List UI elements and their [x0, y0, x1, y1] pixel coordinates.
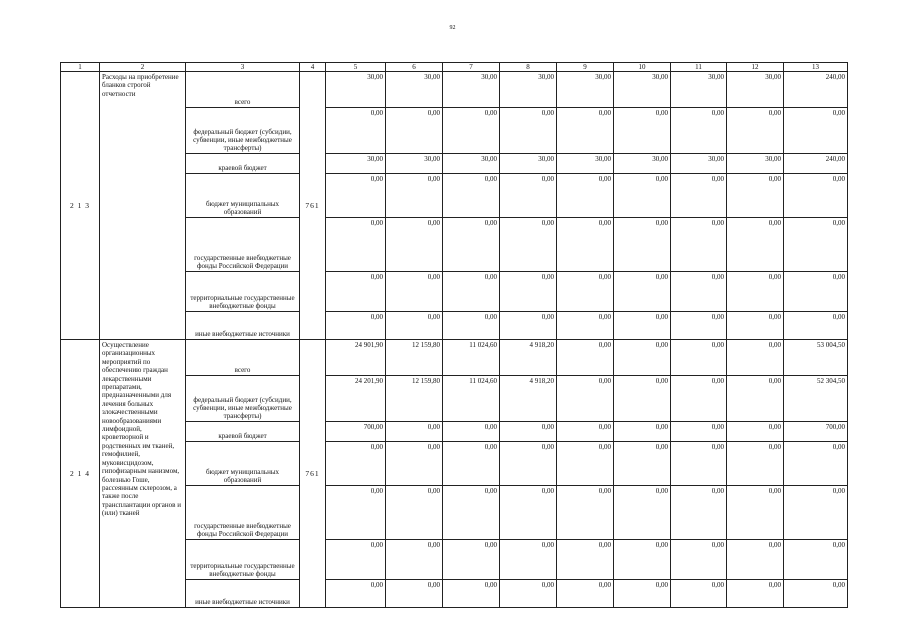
funding-source-label: краевой бюджет: [218, 164, 267, 172]
value-cell: 0,00: [727, 108, 784, 154]
funding-source-cell: [186, 340, 300, 376]
value-cell: 0,00: [386, 540, 443, 580]
value-cell: 0,00: [614, 580, 671, 608]
funding-source-label: федеральный бюджет (субсидии, субвенции, иные межбюджетные трансферты): [193, 396, 292, 420]
value-cell: 0,00: [443, 486, 500, 540]
value-cell: 0,00: [671, 442, 727, 486]
value-cell: 0,00: [727, 540, 784, 580]
column-number-10: 10: [614, 63, 671, 72]
value-cell: 0,00: [500, 218, 557, 272]
value-cell: 0,00: [614, 312, 671, 340]
value-cell: 0,00: [557, 422, 614, 442]
funding-source-label: краевой бюджет: [218, 432, 267, 440]
value-cell: 0,00: [671, 486, 727, 540]
value-cell: 0,00: [386, 272, 443, 312]
funding-source-label: всего: [234, 98, 251, 106]
section-code: 2 1 3: [61, 72, 100, 340]
funding-source-cell: [186, 442, 300, 486]
value-cell: 30,00: [614, 154, 671, 174]
grbs-code: 761: [300, 72, 326, 340]
funding-source-label: бюджет муниципальных образований: [205, 200, 280, 216]
value-cell: 0,00: [614, 174, 671, 218]
funding-source-label: государственные внебюджетные фонды Российской Федерации: [194, 522, 291, 538]
value-cell: 30,00: [443, 154, 500, 174]
value-cell: 0,00: [443, 580, 500, 608]
value-cell: 30,00: [326, 72, 386, 108]
value-cell: 30,00: [557, 72, 614, 108]
value-cell: 30,00: [671, 154, 727, 174]
value-cell: 0,00: [326, 442, 386, 486]
value-cell: 700,00: [784, 422, 848, 442]
value-cell: 0,00: [614, 376, 671, 422]
value-cell: 0,00: [500, 312, 557, 340]
value-cell: 0,00: [386, 174, 443, 218]
column-number-13: 13: [784, 63, 848, 72]
column-number-8: 8: [500, 63, 557, 72]
value-cell: 30,00: [326, 154, 386, 174]
table-body: [61, 63, 848, 608]
funding-source-cell: [186, 108, 300, 154]
value-cell: 0,00: [386, 312, 443, 340]
value-cell: 0,00: [557, 580, 614, 608]
value-cell: 0,00: [784, 580, 848, 608]
value-cell: 4 918,20: [500, 376, 557, 422]
value-cell: 0,00: [671, 580, 727, 608]
value-cell: 0,00: [727, 340, 784, 376]
value-cell: 0,00: [443, 218, 500, 272]
value-cell: 0,00: [784, 486, 848, 540]
value-cell: 0,00: [671, 376, 727, 422]
table-row: [61, 72, 848, 108]
column-number-9: 9: [557, 63, 614, 72]
value-cell: 0,00: [557, 174, 614, 218]
funding-source-cell: [186, 272, 300, 312]
value-cell: 0,00: [500, 442, 557, 486]
value-cell: 30,00: [500, 72, 557, 108]
value-cell: 0,00: [443, 174, 500, 218]
column-number-3: 3: [186, 63, 300, 72]
value-cell: 0,00: [784, 272, 848, 312]
value-cell: 0,00: [727, 174, 784, 218]
value-cell: 11 024,60: [443, 340, 500, 376]
value-cell: 0,00: [500, 540, 557, 580]
value-cell: 0,00: [326, 312, 386, 340]
value-cell: 30,00: [727, 154, 784, 174]
value-cell: 0,00: [727, 486, 784, 540]
value-cell: 0,00: [326, 580, 386, 608]
value-cell: 0,00: [671, 218, 727, 272]
value-cell: 0,00: [326, 174, 386, 218]
value-cell: 0,00: [671, 540, 727, 580]
value-cell: 0,00: [557, 376, 614, 422]
value-cell: 0,00: [614, 340, 671, 376]
funding-source-cell: [186, 312, 300, 340]
value-cell: 0,00: [386, 108, 443, 154]
value-cell: 0,00: [727, 442, 784, 486]
value-cell: 0,00: [386, 218, 443, 272]
value-cell: 0,00: [614, 218, 671, 272]
value-cell: 12 159,80: [386, 340, 443, 376]
funding-source-cell: [186, 540, 300, 580]
funding-source-label: федеральный бюджет (субсидии, субвенции, иные межбюджетные трансферты): [193, 128, 292, 152]
value-cell: 0,00: [784, 442, 848, 486]
funding-source-label: иные внебюджетные источники: [195, 598, 290, 606]
value-cell: 30,00: [727, 72, 784, 108]
column-number-11: 11: [671, 63, 727, 72]
value-cell: 0,00: [614, 486, 671, 540]
value-cell: 52 304,50: [784, 376, 848, 422]
value-cell: 0,00: [557, 108, 614, 154]
value-cell: 0,00: [386, 422, 443, 442]
value-cell: 0,00: [614, 108, 671, 154]
value-cell: 0,00: [671, 174, 727, 218]
funding-source-cell: [186, 174, 300, 218]
value-cell: 0,00: [386, 580, 443, 608]
value-cell: 0,00: [671, 340, 727, 376]
value-cell: 0,00: [727, 580, 784, 608]
value-cell: 0,00: [671, 108, 727, 154]
value-cell: 0,00: [557, 272, 614, 312]
value-cell: 0,00: [500, 272, 557, 312]
value-cell: 700,00: [326, 422, 386, 442]
funding-source-cell: [186, 422, 300, 442]
value-cell: 0,00: [727, 218, 784, 272]
column-number-12: 12: [727, 63, 784, 72]
value-cell: 0,00: [614, 272, 671, 312]
value-cell: 0,00: [557, 442, 614, 486]
table-row: [61, 340, 848, 376]
value-cell: 30,00: [557, 154, 614, 174]
value-cell: 30,00: [443, 72, 500, 108]
value-cell: 0,00: [557, 218, 614, 272]
value-cell: 0,00: [557, 540, 614, 580]
value-cell: 30,00: [671, 72, 727, 108]
value-cell: 30,00: [614, 72, 671, 108]
value-cell: 0,00: [326, 108, 386, 154]
value-cell: 24 901,90: [326, 340, 386, 376]
funding-source-label: всего: [234, 366, 251, 374]
value-cell: 0,00: [443, 422, 500, 442]
value-cell: 0,00: [500, 580, 557, 608]
value-cell: 0,00: [557, 486, 614, 540]
value-cell: 30,00: [386, 72, 443, 108]
value-cell: 0,00: [443, 272, 500, 312]
value-cell: 0,00: [443, 312, 500, 340]
value-cell: 0,00: [614, 540, 671, 580]
value-cell: 240,00: [784, 154, 848, 174]
value-cell: 0,00: [557, 340, 614, 376]
value-cell: 0,00: [443, 540, 500, 580]
value-cell: 0,00: [614, 422, 671, 442]
value-cell: 240,00: [784, 72, 848, 108]
funding-source-label: территориальные государственные внебюджетные фонды: [190, 294, 295, 310]
funding-source-cell: [186, 580, 300, 608]
value-cell: 0,00: [326, 540, 386, 580]
section-name: Осуществление организационных мероприятий по обеспечению граждан лекарственными препаратами, предназначенными для лечения больных злокачественными новообразованиями лимфоидной, кроветворной и родственных им тканей, гемофилией, муковисцидозом, гипофизарным нанизмом, болезнью Гоше, рассеянным склерозом, а также после трансплантации органов и (или) тканей: [100, 340, 186, 608]
value-cell: 11 024,60: [443, 376, 500, 422]
value-cell: 0,00: [557, 312, 614, 340]
column-number-5: 5: [326, 63, 386, 72]
value-cell: 0,00: [784, 108, 848, 154]
column-number-1: 1: [61, 63, 100, 72]
funding-source-cell: [186, 376, 300, 422]
value-cell: 0,00: [727, 272, 784, 312]
value-cell: 0,00: [727, 422, 784, 442]
page-number: 92: [449, 25, 456, 31]
value-cell: 0,00: [500, 486, 557, 540]
section-code: 2 1 4: [61, 340, 100, 608]
column-number-6: 6: [386, 63, 443, 72]
value-cell: 0,00: [386, 442, 443, 486]
value-cell: 30,00: [386, 154, 443, 174]
value-cell: 53 004,50: [784, 340, 848, 376]
value-cell: 24 201,90: [326, 376, 386, 422]
value-cell: 12 159,80: [386, 376, 443, 422]
column-number-row: [61, 63, 848, 72]
value-cell: 0,00: [614, 442, 671, 486]
section-name: Расходы на приобретение бланков строгой отчетности: [100, 72, 186, 340]
value-cell: 0,00: [727, 376, 784, 422]
funding-source-cell: [186, 72, 300, 108]
value-cell: 0,00: [784, 540, 848, 580]
funding-source-label: иные внебюджетные источники: [195, 330, 290, 338]
funding-source-cell: [186, 218, 300, 272]
value-cell: 0,00: [727, 312, 784, 340]
value-cell: 0,00: [784, 218, 848, 272]
column-number-2: 2: [100, 63, 186, 72]
value-cell: 30,00: [500, 154, 557, 174]
value-cell: 0,00: [784, 174, 848, 218]
value-cell: 4 918,20: [500, 340, 557, 376]
funding-source-cell: [186, 486, 300, 540]
value-cell: 0,00: [671, 272, 727, 312]
value-cell: 0,00: [386, 486, 443, 540]
funding-source-cell: [186, 154, 300, 174]
value-cell: 0,00: [671, 312, 727, 340]
column-number-7: 7: [443, 63, 500, 72]
value-cell: 0,00: [443, 442, 500, 486]
value-cell: 0,00: [443, 108, 500, 154]
funding-source-label: территориальные государственные внебюджетные фонды: [190, 562, 295, 578]
value-cell: 0,00: [326, 218, 386, 272]
value-cell: 0,00: [326, 272, 386, 312]
funding-source-label: государственные внебюджетные фонды Российской Федерации: [194, 254, 291, 270]
value-cell: 0,00: [500, 108, 557, 154]
budget-table: [60, 62, 848, 608]
value-cell: 0,00: [784, 312, 848, 340]
grbs-code: 761: [300, 340, 326, 608]
value-cell: 0,00: [500, 174, 557, 218]
value-cell: 0,00: [500, 422, 557, 442]
value-cell: 0,00: [326, 486, 386, 540]
funding-source-label: бюджет муниципальных образований: [205, 468, 280, 484]
column-number-4: 4: [300, 63, 326, 72]
value-cell: 0,00: [671, 422, 727, 442]
